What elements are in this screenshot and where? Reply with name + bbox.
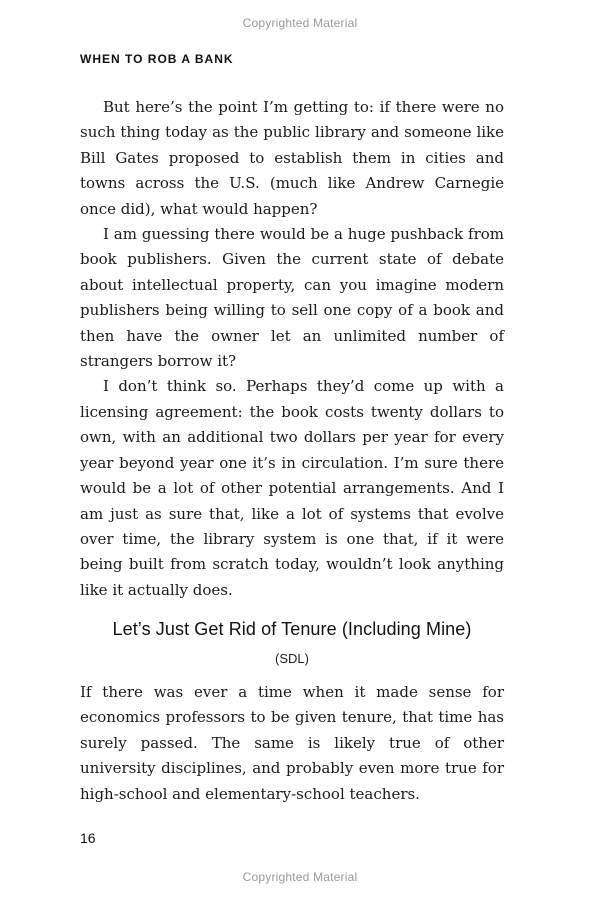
copyright-watermark-bottom: Copyrighted Material [242,870,358,884]
body-text-bottom [80,680,504,807]
section-author: (SDL) [275,651,309,666]
page-number: 16 [80,830,96,846]
running-head: WHEN TO ROB A BANK [80,52,234,66]
paragraph: I don’t think so. Perhaps they’d come up with a licensing agreement: the book costs twenty dollars to own, with an additional two dollars per year for every year beyond year one it’s in circulation. I’m sure there would be a lot of other potential arrangements. And I am just as sure that, like a lot of systems that evolve over time, the library system is one that, if it were being built from scratch today, wouldn’t look anything like it actually does. [80,377,504,599]
paragraph: If there was ever a time when it made sense for economics professors to be given tenure, that time has surely passed. The same is likely true of other university disciplines, and probably even more true for high-school and elementary-school teachers. [80,683,504,803]
paragraph: But here’s the point I’m getting to: if there were no such thing today as the public library and someone like Bill Gates proposed to establish them in cities and towns across the U.S. (much like Andrew Carnegie once did), what would happen? [80,98,504,218]
copyright-watermark-top: Copyrighted Material [242,16,358,30]
paragraph: I am guessing there would be a huge pushback from book publishers. Given the current state of debate about intellectual property, can you imagine modern publishers being willing to sell one copy of a book and then have the owner let an unlimited number of strangers borrow it? [80,225,504,371]
body-text-top [80,95,504,603]
section-title: Let’s Just Get Rid of Tenure (Including Mine) [112,619,472,639]
